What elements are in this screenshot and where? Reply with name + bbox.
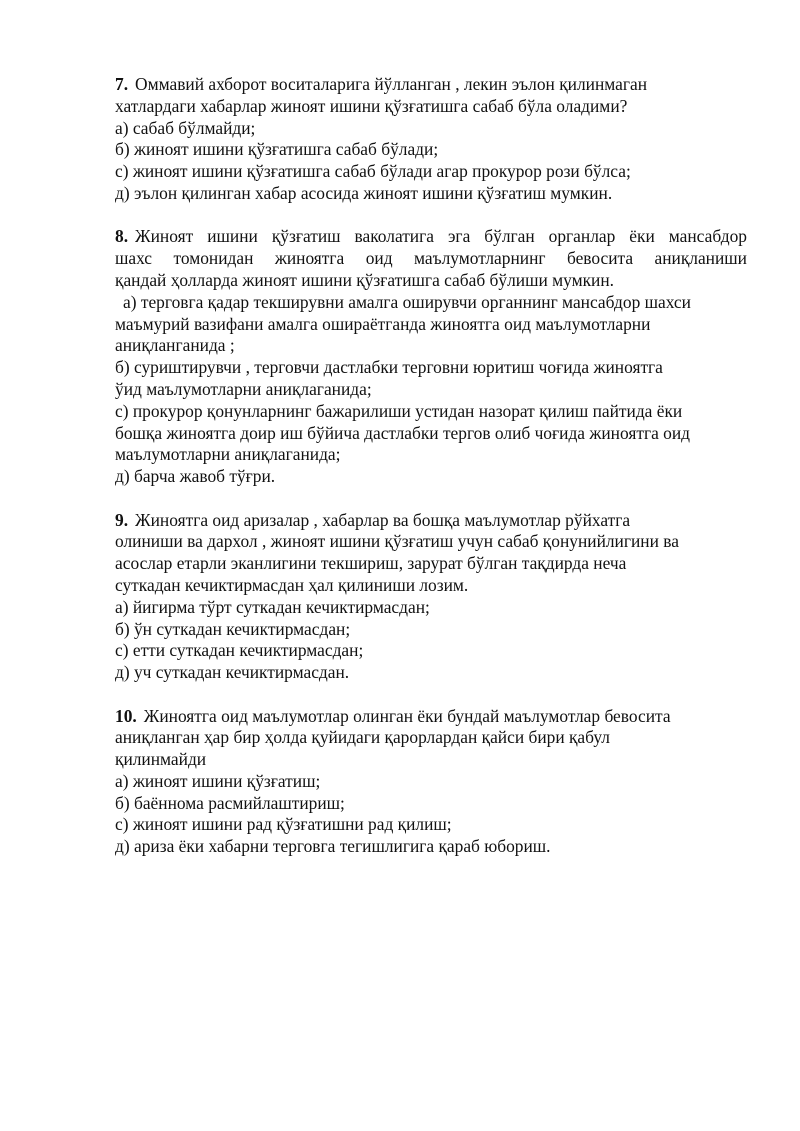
answer-option: с) жиноят ишини қўзғатишга сабаб бўлади агар прокурор рози бўлса;	[115, 161, 631, 182]
answer-option: б) суриштирувчи , терговчи дастлабки терговни юритиш чоғида жиноятга	[115, 357, 663, 378]
answer-option: д) эълон қилинган хабар асосида жиноят ишини қўзғатиш мумкин.	[115, 182, 613, 203]
answer-option: а) сабаб бўлмайди;	[115, 117, 256, 138]
question-stem-line: хатлардаги хабарлар жиноят ишини қўзғатишга сабаб бўла оладими?	[115, 95, 628, 116]
question-stem-line: асослар етарли эканлигини текшириш, зарурат бўлган тақдирда неча	[115, 553, 627, 574]
answer-option: д) барча жавоб тўғри.	[115, 466, 276, 487]
answer-option: с) жиноят ишини рад қўзғатишни рад қилиш;	[115, 814, 452, 835]
question-stem-line: 9. Жиноятга оид аризалар , хабарлар ва бошқа маълумотлар рўйхатга	[115, 509, 631, 530]
answer-option: а) йигирма тўрт суткадан кечиктирмасдан;	[115, 596, 430, 617]
answer-option-cont: бошқа жиноятга доир иш бўйича дастлабки тергов олиб чоғида жиноятга оид	[115, 422, 691, 443]
answer-option: д) уч суткадан кечиктирмасдан.	[115, 662, 350, 683]
question-stem-line: қандай ҳолларда жиноят ишини қўзғатишга сабаб бўлиши мумкин.	[115, 269, 615, 290]
question-stem-line: олиниши ва дархол , жиноят ишини қўзғатиш учун сабаб қонунийлигини ва	[115, 531, 679, 552]
question-number: 7.	[115, 74, 129, 94]
question-stem-line: 10. Жиноятга оид маълумотлар олинган ёки бундай маълумотлар бевосита	[115, 705, 671, 726]
question-stem-line: 7. Оммавий ахборот воситаларига йўлланган , лекин эълон қилинмаган	[115, 74, 648, 94]
question-10	[115, 706, 747, 859]
answer-option: с) етти суткадан кечиктирмасдан;	[115, 640, 364, 661]
answer-option: а) жиноят ишини қўзғатиш;	[115, 770, 321, 791]
answer-option: б) жиноят ишини қўзғатишга сабаб бўлади;	[115, 139, 439, 160]
question-stem-line: аниқланган ҳар бир ҳолда қуйидаги қарорлардан қайси бири қабул	[115, 727, 610, 748]
answer-option-cont: маълумотларни аниқлаганида;	[115, 444, 341, 465]
question-stem-line: қилинмайди	[115, 749, 207, 770]
answer-option: с) прокурор қонунларнинг бажарилиши устидан назорат қилиш пайтида ёки	[115, 400, 683, 421]
question-number: 9.	[115, 509, 129, 530]
answer-option: д) ариза ёки хабарни терговга тегишлигига қараб юбориш.	[115, 836, 551, 857]
question-number: 8.	[115, 226, 129, 247]
question-7	[115, 74, 747, 205]
question-stem-line: 8. Жиноят ишини қўзғатиш ваколатига эга бўлган органлар ёки мансабдор	[115, 226, 747, 247]
answer-option: б) ўн суткадан кечиктирмасдан;	[115, 618, 351, 639]
question-stem-line: суткадан кечиктирмасдан ҳал қилиниши лозим.	[115, 574, 469, 595]
answer-option-cont: аниқланганида ;	[115, 335, 235, 356]
document-page	[115, 74, 747, 880]
question-8	[115, 226, 747, 488]
question-number: 10.	[115, 705, 137, 726]
answer-option: б) баённома расмийлаштириш;	[115, 792, 345, 813]
question-9	[115, 510, 747, 684]
answer-option-cont: ўид маълумотларни аниқлаганида;	[115, 378, 372, 399]
answer-option-cont: маъмурий вазифани амалга ошираётганда жиноятга оид маълумотларни	[115, 313, 651, 334]
question-stem-line: шахс томонидан жиноятга оид маълумотларнинг бевосита аниқланиши	[115, 248, 747, 269]
answer-option: а) терговга қадар текширувни амалга оширувчи органнинг мансабдор шахси	[123, 291, 691, 312]
